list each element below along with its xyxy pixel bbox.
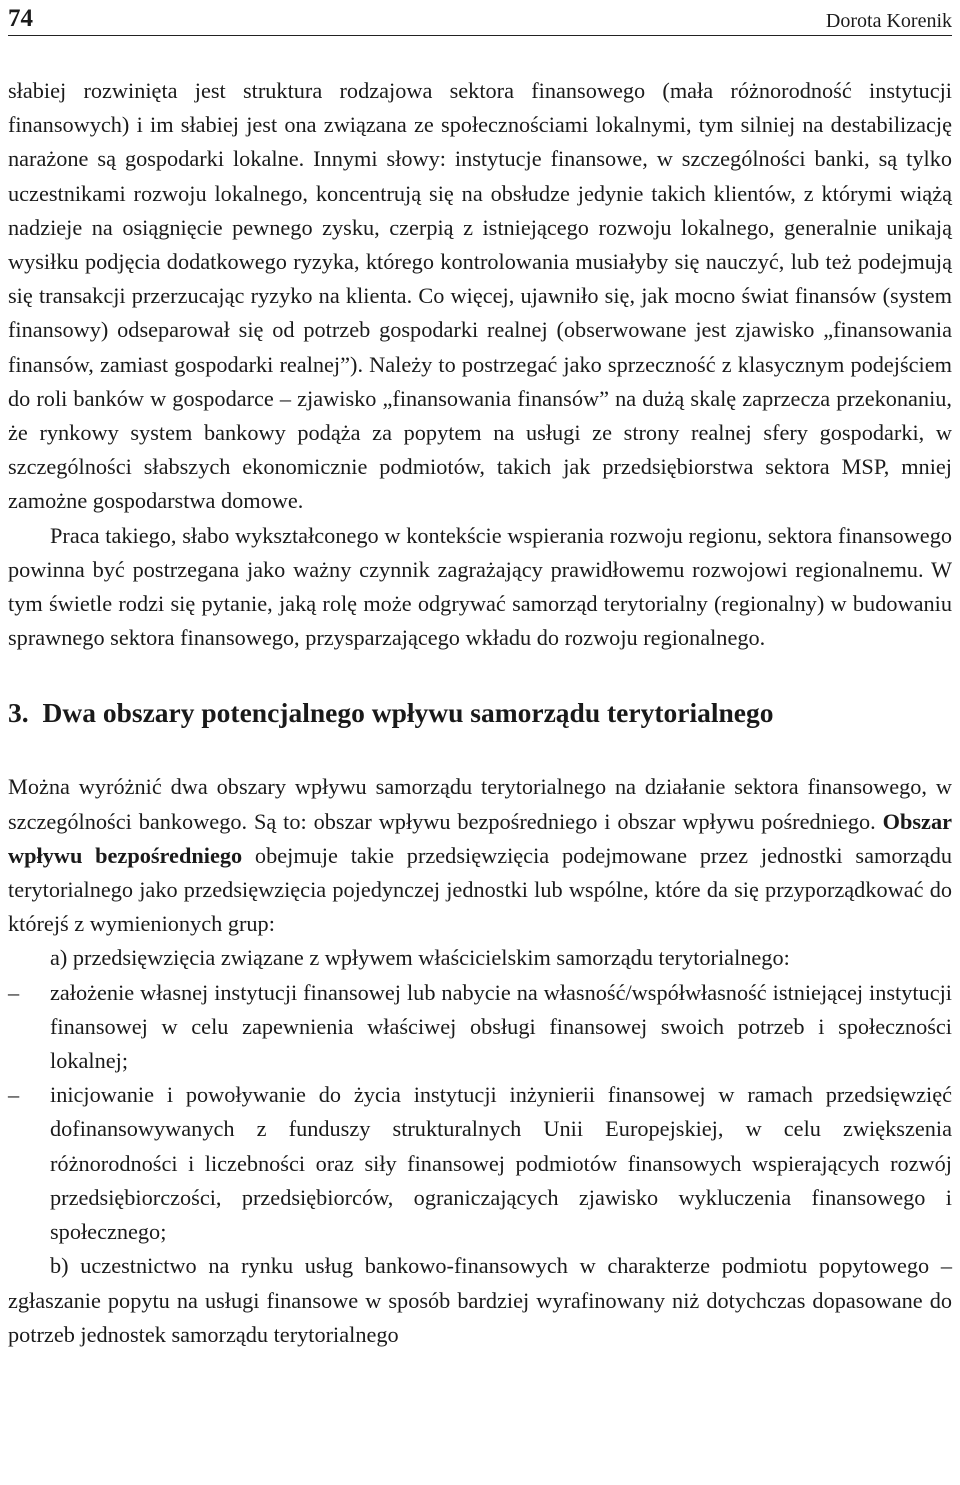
paragraph-3-bold-term: Obszar wpływu bezpośredniego	[8, 808, 952, 868]
dash-list-item-1	[8, 976, 952, 1079]
section-number: 3.	[8, 697, 29, 729]
dash-list-item-2	[8, 1078, 952, 1249]
dash-list-item-1-text: założenie własnej instytucji finansowej lub nabycie na własność/współwłasność istniejącej instytucji finansowej w celu zapewnienia właściwej obsługi finansowej swoich potrzeb i społeczności lokalnej;	[50, 979, 952, 1074]
running-author: Dorota Korenik	[825, 10, 952, 32]
dash-bullet: –	[8, 1082, 20, 1108]
paragraph-1: słabiej rozwinięta jest struktura rodzajowa sektora finansowego (mała różnorodność instytucji finansowych) i im słabiej jest ona związana ze społecznościami lokalnymi, tym silniej na destabilizację narażone są gospodarki lokalne. Innymi słowy: instytucje finansowe, w szczególności banki, są tylko uczestnikami rozwoju lokalnego, koncentrują się na obsłudze jedynie takich klientów, z którymi wiążą nadzieje na osiągnięcie pewnego zysku, czerpią z istniejącego rozwoju lokalnego, generalnie unikają wysiłku podjęcia dodatkowego ryzyka, którego kontrolowania musiałyby się nauczyć, lub też podejmują się transakcji przerzucając ryzyko na klienta. Co więcej, ujawniło się, jak mocno świat finansów (system finansowy) odseparował się od potrzeb gospodarki realnej (obserwowane jest zjawisko „finansowania finansów, zamiast gospodarki realnej”). Należy to postrzegać jako sprzeczność z klasycznym podejściem do roli banków w gospodarce – zjawisko „finansowania finansów” na dużą skalę zaprzecza przekonaniu, że rynkowy system bankowy podąża za popytem na usługi ze strony realnej sfery gospodarki, w szczególności słabszych ekonomicznie podmiotów, takich jak przedsiębiorstwa sektora MSP, mniej zamożne gospodarstwa domowe.	[8, 78, 952, 514]
body-text	[8, 74, 952, 1352]
section-title: Dwa obszary potencjalnego wpływu samorządu terytorialnego	[42, 697, 774, 729]
paragraph-3-end: obejmuje takie przedsięwzięcia podejmowane przez jednostki samorządu terytorialnego jako przedsięwzięcia pojedynczej jednostki lub wspólne, które da się przyporządkować do którejś z wymienionych grup:	[8, 842, 952, 937]
dash-bullet: –	[8, 979, 20, 1005]
running-header	[8, 0, 952, 36]
paragraph-3-start: Można wyróżnić dwa obszary wpływu samorządu terytorialnego na działanie sektora finansowego, w szczególności bankowego. Są to: obszar wpływu bezpośredniego i obszar wpływu pośredniego.	[8, 774, 952, 834]
paragraph-2: Praca takiego, słabo wykształconego w kontekście wspierania rozwoju regionu, sektora finansowego powinna być postrzegana jako ważny czynnik zagrażający prawidłowemu rozwojowi regionalnemu. W tym świetle rodzi się pytanie, jaką rolę może odgrywać samorząd terytorialny (regionalny) w budowaniu sprawnego sektora finansowego, przysparzającego wkładu do rozwoju regionalnego.	[8, 522, 952, 651]
document-page	[8, 0, 952, 1352]
paragraph-3	[8, 770, 952, 941]
list-item-a: a) przedsięwzięcia związane z wpływem właścicielskim samorządu terytorialnego:	[50, 945, 790, 971]
section-heading	[8, 696, 952, 730]
list-item-b: b) uczestnictwo na rynku usług bankowo-finansowych w charakterze podmiotu popytowego – zgłaszanie popytu na usługi finansowe w sposób bardziej wyrafinowany niż dotychczas dopasowane do potrzeb jednostek samorządu terytorialnego	[8, 1253, 952, 1347]
page-number: 74	[8, 5, 33, 32]
dash-list-item-2-text: inicjowanie i powoływanie do życia instytucji inżynierii finansowej w ramach przedsięwzięć dofinansowywanych z funduszy strukturalnych Unii Europejskiej, w celu zwiększenia różnorodności i liczebności oraz siły finansowej podmiotów finansowych wspierających rozwój przedsiębiorczości, przedsiębiorców, ograniczających zjawisko wykluczenia finansowego i społecznego;	[50, 1082, 952, 1245]
